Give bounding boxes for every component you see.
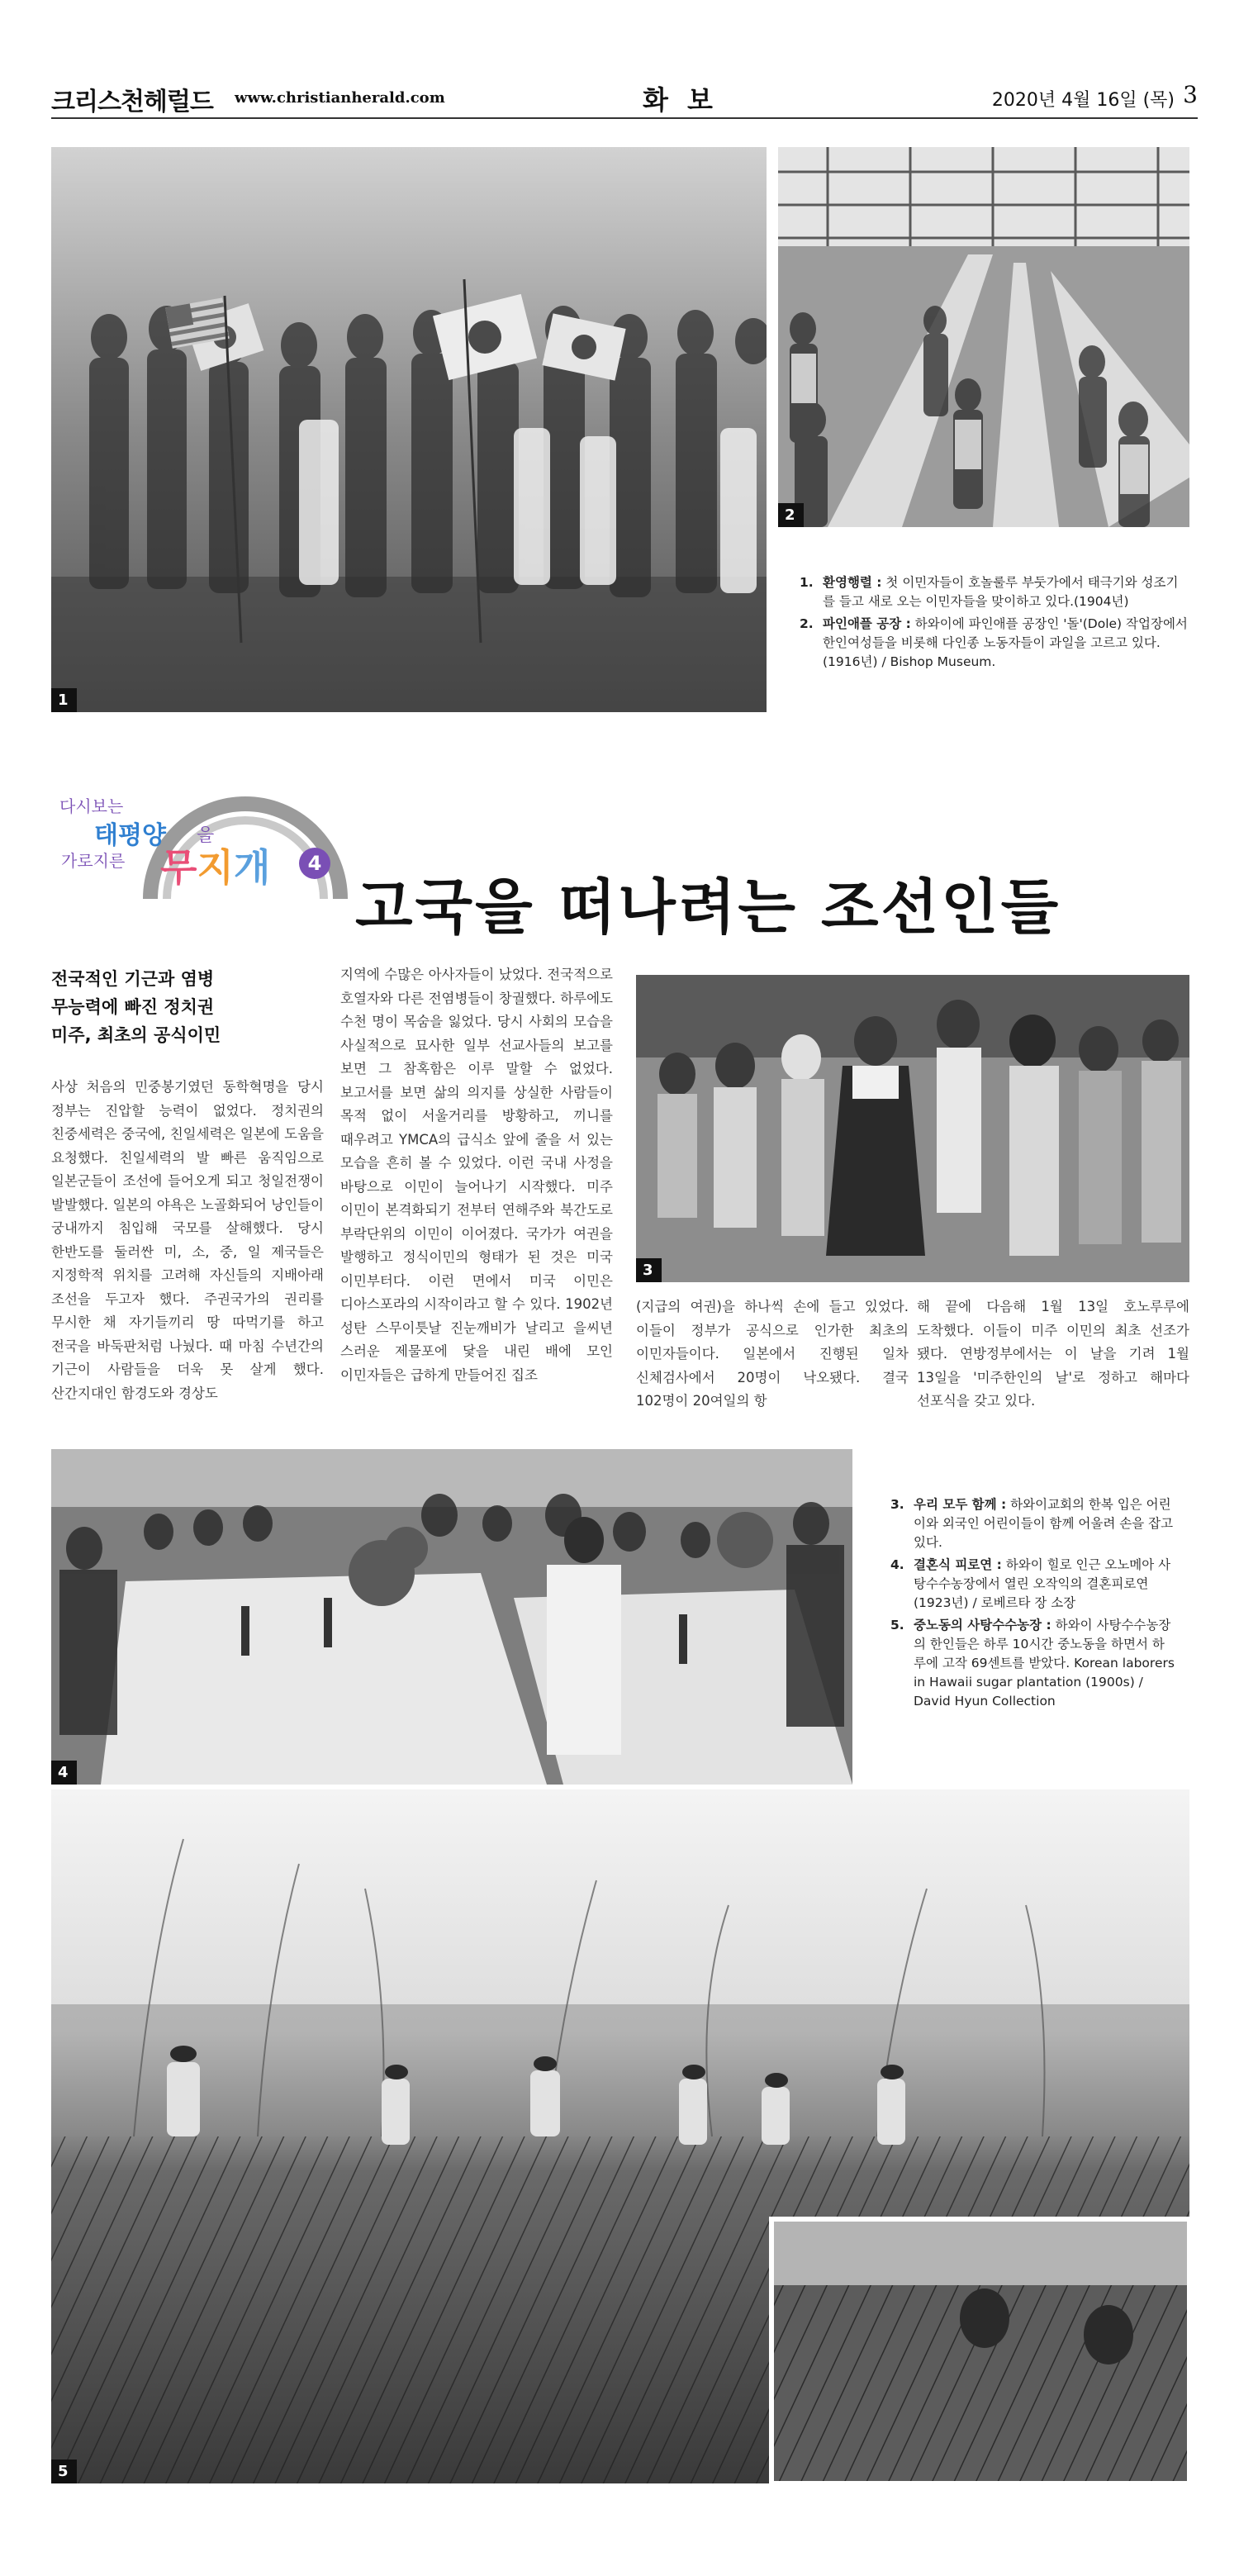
masthead xyxy=(51,79,1198,119)
caption-item xyxy=(890,1495,1176,1552)
article-column-3: (지급의 여권)을 하나씩 손에 들고 있었다. 이들이 정부가 공식으로 인가한 최초의 이민자들이다. 일본에서 진행된 일차 신체검사에서 20명이 낙오됐다. 결국 102명이 20여일의 항 xyxy=(636,1299,909,1409)
caption-item xyxy=(800,573,1189,611)
article-subhead xyxy=(51,965,324,1049)
caption-number: 1. xyxy=(800,575,814,590)
caption-number: 4. xyxy=(890,1557,904,1572)
caption-text: 하와이에 파인애플 공장인 '돌'(Dole) 작업장에서 한인여성들을 비롯해 다인종 노동자들이 과일을 고르고 있다. (1916년) / Bishop Museum. xyxy=(823,616,1188,669)
photo-number-badge: 4 xyxy=(51,1761,77,1785)
caption-title: 중노동의 사탕수수농장 : xyxy=(914,1618,1051,1633)
caption-item xyxy=(890,1556,1176,1613)
caption-title: 우리 모두 함께 : xyxy=(914,1497,1007,1512)
children-church-photo xyxy=(636,975,1189,1282)
page-headline: 고국을 떠나려는 조선인들 xyxy=(355,872,1061,942)
pineapple-factory-photo xyxy=(778,147,1189,527)
caption-item xyxy=(800,615,1189,672)
photo-number-badge: 5 xyxy=(51,2460,77,2483)
series-logo xyxy=(51,785,324,901)
photo-number-badge: 2 xyxy=(778,503,804,527)
caption-title: 결혼식 피로연 : xyxy=(914,1557,1002,1572)
caption-title: 환영행렬 : xyxy=(823,575,882,590)
article-column-1: 사상 처음의 민중봉기였던 동학혁명을 당시 정부는 진압할 능력이 없었다. 정치권의 친중세력은 중국에, 친일세력은 일본에 도움을 요청했다. 친일세력의 발 빠른 움직임으로 일본군들이 조선에 들어오게 되고 청일전쟁이 발발했다. 일본의 야욕은 노골화되어 낭인들이 궁내까지 침입해 국모를 살해했다. 당시 한반도를 둘러싼 미, 소, 중, 일 제국들은 지정학적 위치를 고려해 자신들의 지배아래 조선을 두고자 했다. 주권국가의 권리를 무시한 채 자기들끼리 땅 따먹기를 하고 전국을 바둑판처럼 나눴다. 때 마침 수년간의 기근이 사람들을 더욱 못 살게 했다. 산간지대인 함경도와 경상도 xyxy=(51,1079,324,1401)
caption-number: 3. xyxy=(890,1497,904,1512)
photo-number-badge: 1 xyxy=(51,688,77,712)
photo-captions-top xyxy=(800,573,1189,675)
series-word-pacific: 태평양 xyxy=(94,821,166,850)
welcome-crowd-photo xyxy=(51,147,767,712)
series-word-across: 가로지른 xyxy=(61,851,126,871)
section-title: 화 보 xyxy=(643,84,718,116)
subhead-line: 전국적인 기근과 염병 xyxy=(51,969,215,989)
caption-number: 2. xyxy=(800,616,814,631)
newspaper-brand: 크리스천헤럴드 xyxy=(51,88,213,116)
newspaper-url[interactable]: www.christianherald.com xyxy=(235,89,445,107)
caption-title: 파인애플 공장 : xyxy=(823,616,911,631)
series-word-rainbow: 무지개 xyxy=(160,845,271,890)
subhead-line: 무능력에 빠진 정치권 xyxy=(51,997,215,1017)
series-particle: 을 xyxy=(197,825,215,846)
article-column-2: 지역에 수많은 아사자들이 났었다. 전국적으로 호열자와 다른 전염병들이 창궐했다. 하루에도 수천 명이 목숨을 잃었다. 당시 사회의 모습을 사실적으로 묘사한 일부 선교사들의 보고를 보면 그 참혹함은 이루 말할 수 없었다. 보고서를 보면 삶의 의지를 상실한 사람들이 목적 없이 서울거리를 방황하고, 끼니를 때우려고 YMCA의 급식소 앞에 줄을 서 있는 모습을 흔히 볼 수 있었다. 이런 국내 사정을 바탕으로 이민이 늘어나기 시작했다. 미주 이민이 본격화되기 전부터 연해주와 북간도로 부락단위의 이민이 이어졌다. 국가가 여권을 발행하고 정식이민의 형태가 된 것은 미국 이민부터다. 이런 면에서 미국 이민은 디아스포라의 시작이라고 할 수 있다. 1902년 성탄 스무이틋날 진눈깨비가 날리고 을씨년 스러운 제물포에 닻을 내린 배에 모인 이민자들은 급하게 만들어진 집조 xyxy=(340,967,613,1383)
article-column-4: 해 끝에 다음해 1월 13일 호노루루에 도착했다. 이들이 미주 이민의 최초 선조가 됐다. 연방정부에서는 이 날을 기려 1월 13일을 '미주한인의 날'로 정하고 해마다 선포식을 갖고 있다. xyxy=(917,1299,1189,1409)
caption-text: 첫 이민자들이 호놀룰루 부둣가에서 태극기와 성조기를 들고 새로 오는 이민자들을 맞이하고 있다.(1904년) xyxy=(823,575,1179,609)
subhead-line: 미주, 최초의 공식이민 xyxy=(51,1025,221,1045)
wedding-reception-photo xyxy=(51,1449,852,1785)
photo-number-badge: 3 xyxy=(636,1258,662,1282)
series-number: 4 xyxy=(299,848,330,879)
series-kicker: 다시보는 xyxy=(59,796,124,816)
issue-date: 2020년 4월 16일 (목) xyxy=(991,90,1175,111)
caption-text: 하와이교회의 한복 입은 어린이와 외국인 어린이들이 함께 어울려 손을 잡고 있다. xyxy=(914,1497,1174,1550)
caption-text: 하와이 사탕수수농장의 한인들은 하루 10시간 중노동을 하면서 하루에 고작 69센트를 받았다. Korean laborers in Hawaii sugar plantation (1900s) / David Hyun Collection xyxy=(914,1618,1175,1709)
photo-captions-mid xyxy=(890,1495,1176,1714)
sugarcane-field-photo xyxy=(51,1789,1189,2483)
caption-item xyxy=(890,1616,1176,1711)
page-number: 3 xyxy=(1183,81,1198,108)
caption-text: 하와이 힐로 인근 오노메아 사탕수수농장에서 열린 오작익의 결혼피로연 (1923년) / 로베르타 장 소장 xyxy=(914,1557,1171,1610)
caption-number: 5. xyxy=(890,1618,904,1633)
